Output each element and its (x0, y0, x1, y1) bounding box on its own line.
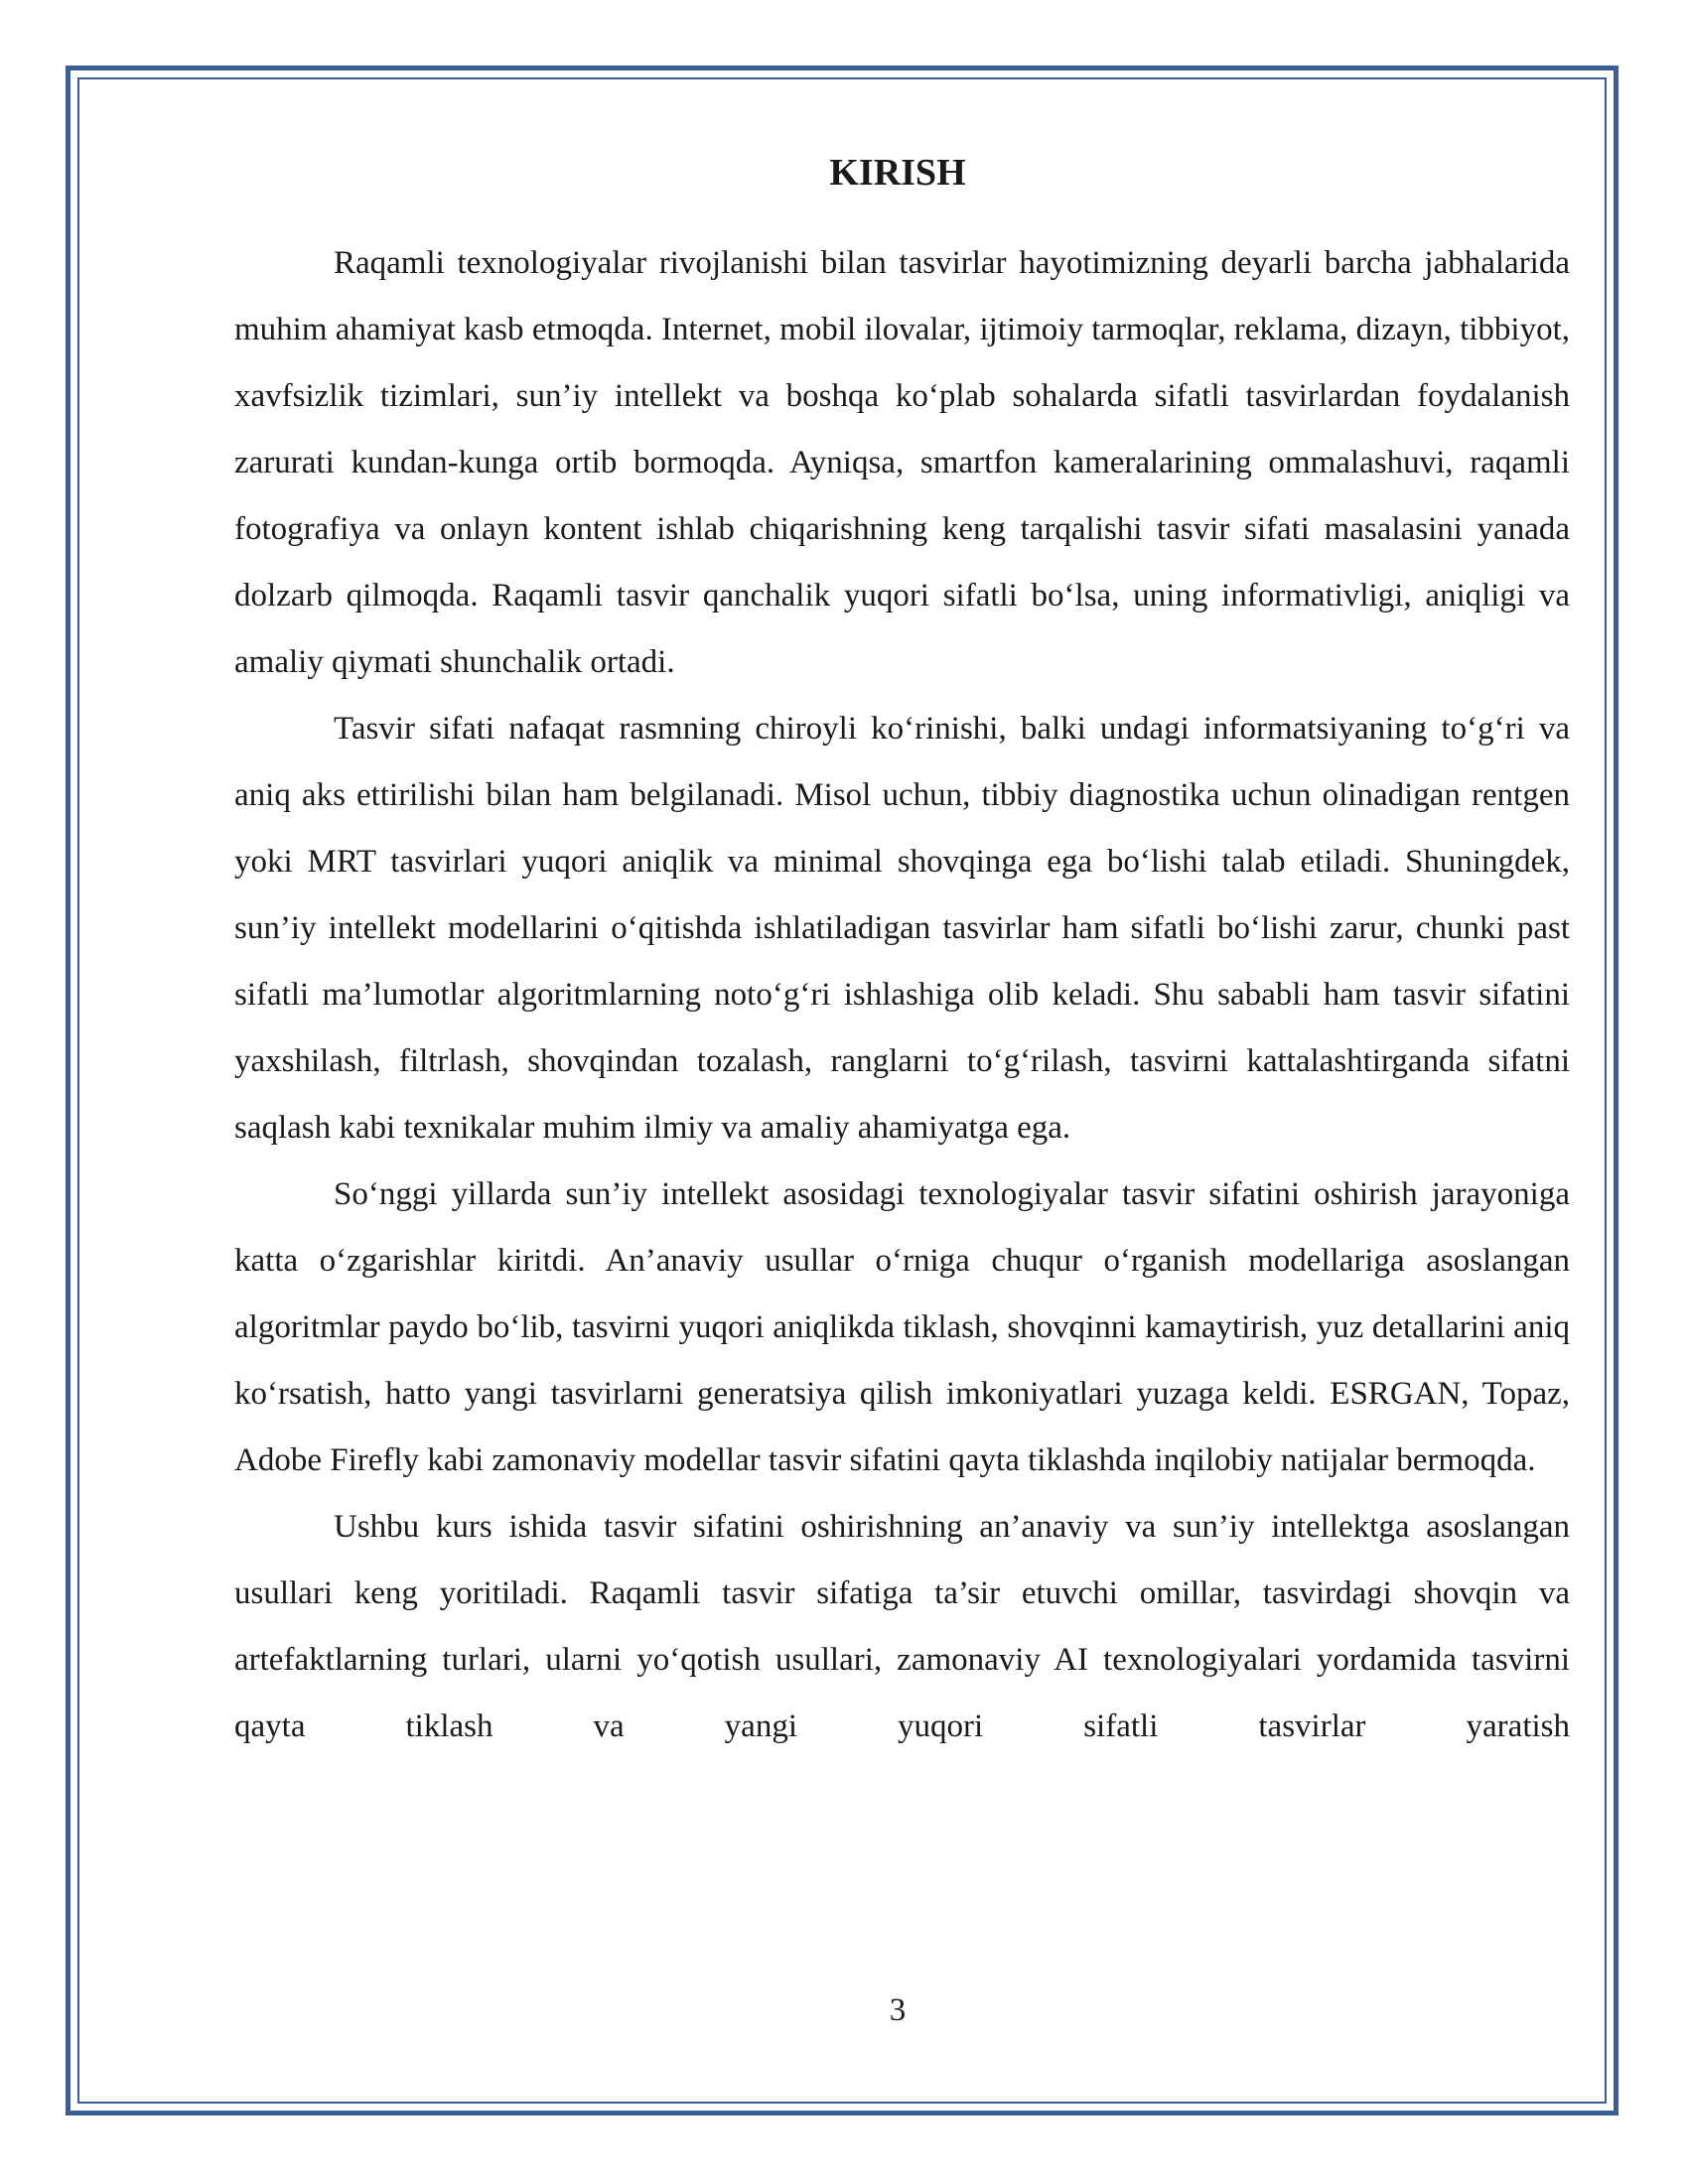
paragraph: Ushbu kurs ishida tasvir sifatini oshirishning an’anaviy va sun’iy intellektga asoslangan usullari keng yoritiladi. Raqamli tasvir sifatiga ta’sir etuvchi omillar, tasvirdagi shovqin va artefaktlarning turlari, ularni yo‘qotish usullari, zamonaviy AI texnologiyalari yordamida tasvirni qayta tiklash va yangi yuqori sifatli tasvirlar yaratish (234, 1509, 1570, 1744)
page-number: 3 (889, 1992, 907, 2028)
body-text (234, 230, 1570, 1760)
paragraph: Tasvir sifati nafaqat rasmning chiroyli ko‘rinishi, balki undagi informatsiyaning to‘g‘ri va aniq aks ettirilishi bilan ham belgilanadi. Misol uchun, tibbiy diagnostika uchun olinadigan rentgen yoki MRT tasvirlari yuqori aniqlik va minimal shovqinga ega bo‘lishi talab etiladi. Shuningdek, sun’iy intellekt modellarini o‘qitishda ishlatiladigan tasvirlar ham sifatli bo‘lishi zarur, chunki past sifatli ma’lumotlar algoritmlarning noto‘g‘ri ishlashiga olib keladi. Shu sababli ham tasvir sifatini yaxshilash, filtrlash, shovqindan tozalash, ranglarni to‘g‘rilash, tasvirni kattalashtirganda sifatni saqlash kabi texnikalar muhim ilmiy va amaliy ahamiyatga ega. (234, 711, 1570, 1146)
paragraph: So‘nggi yillarda sun’iy intellekt asosidagi texnologiyalar tasvir sifatini oshirish jarayoniga katta o‘zgarishlar kiritdi. An’anaviy usullar o‘rniga chuqur o‘rganish modellariga asoslangan algoritmlar paydo bo‘lib, tasvirni yuqori aniqlikda tiklash, shovqinni kamaytirish, yuz detallarini aniq ko‘rsatish, hatto yangi tasvirlarni generatsiya qilish imkoniyatlari yuzaga keldi. ESRGAN, Topaz, Adobe Firefly kabi zamonaviy modellar tasvir sifatini qayta tiklashda inqilobiy natijalar bermoqda. (234, 1176, 1570, 1478)
paragraph: Raqamli texnologiyalar rivojlanishi bilan tasvirlar hayotimizning deyarli barcha jabhalarida muhim ahamiyat kasb etmoqda. Internet, mobil ilovalar, ijtimoiy tarmoqlar, reklama, dizayn, tibbiyot, xavfsizlik tizimlari, sun’iy intellekt va boshqa ko‘plab sohalarda sifatli tasvirlardan foydalanish zarurati kundan-kunga ortib bormoqda. Ayniqsa, smartfon kameralarining ommalashuvi, raqamli fotografiya va onlayn kontent ishlab chiqarishning keng tarqalishi tasvir sifati masalasini yanada dolzarb qilmoqda. Raqamli tasvir qanchalik yuqori sifatli bo‘lsa, uning informativligi, aniqligi va amaliy qiymati shunchalik ortadi. (234, 245, 1570, 680)
page-title: KIRISH (829, 152, 966, 194)
